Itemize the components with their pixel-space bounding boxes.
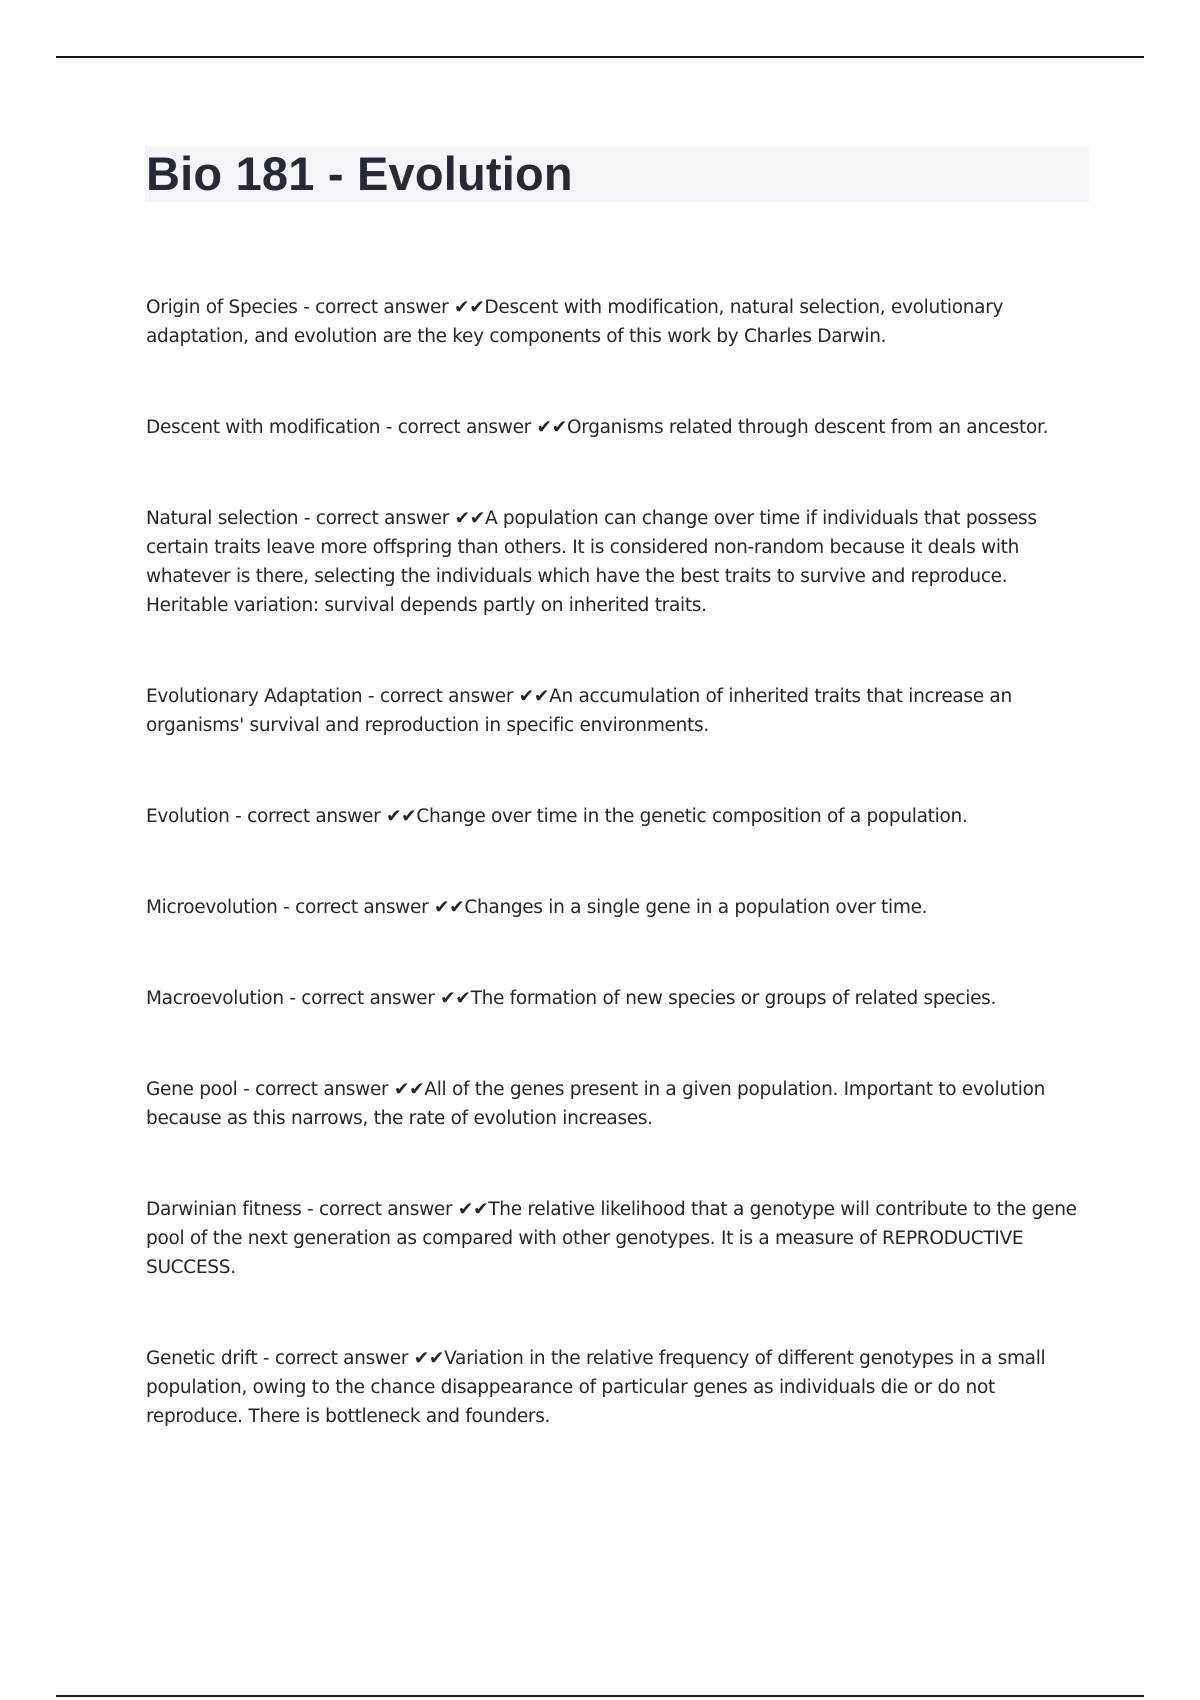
- entry-separator: -: [283, 988, 302, 1009]
- top-divider: [56, 56, 1144, 58]
- entry-separator: -: [298, 508, 316, 529]
- entry-term: Macroevolution: [146, 988, 284, 1009]
- entry-definition: All of the genes present in a given population. Important to evolution because as this narrows, the rate of evolution increases.: [146, 1079, 1046, 1129]
- flashcard-list: [146, 293, 1090, 1431]
- entry-separator: -: [237, 1079, 256, 1100]
- double-check-icon: ✔✔: [408, 1348, 445, 1369]
- entry-separator: -: [380, 417, 398, 438]
- answer-label: correct answer: [315, 297, 449, 318]
- answer-label: correct answer: [247, 806, 381, 827]
- flashcard-entry: [146, 1195, 1090, 1282]
- entry-term: Natural selection: [146, 508, 299, 529]
- entry-definition: An accumulation of inherited traits that increase an organisms' survival and reproduction in specific environments.: [146, 686, 1012, 736]
- double-check-icon: ✔✔: [448, 297, 485, 318]
- flashcard-entry: [146, 893, 1090, 922]
- entry-term: Genetic drift: [146, 1348, 258, 1369]
- entry-separator: -: [362, 686, 380, 707]
- double-check-icon: ✔✔: [452, 1199, 489, 1220]
- double-check-icon: ✔✔: [449, 508, 485, 529]
- entry-separator: -: [229, 806, 248, 827]
- entry-term: Darwinian fitness: [146, 1199, 302, 1220]
- answer-label: correct answer: [319, 1199, 453, 1220]
- double-check-icon: ✔✔: [513, 686, 550, 707]
- entry-term: Microevolution: [146, 897, 278, 918]
- double-check-icon: ✔✔: [388, 1079, 425, 1100]
- entry-term: Gene pool: [146, 1079, 238, 1100]
- double-check-icon: ✔✔: [428, 897, 465, 918]
- entry-term: Evolution: [146, 806, 230, 827]
- answer-label: correct answer: [274, 1348, 409, 1369]
- flashcard-entry: [146, 682, 1090, 740]
- flashcard-entry: [146, 293, 1090, 351]
- entry-separator: -: [257, 1348, 275, 1369]
- entry-definition: A population can change over time if individuals that possess certain traits leave more offspring than others. It is considered non-random because it deals with whatever is there, selecting the individuals which have the best traits to survive and reproduce. Heritable variation: survival depends partly on inherited traits.: [146, 508, 1037, 616]
- entry-definition: Organisms related through descent from an ancestor.: [566, 417, 1049, 438]
- entry-separator: -: [297, 297, 316, 318]
- answer-label: correct answer: [301, 988, 435, 1009]
- flashcard-entry: [146, 504, 1090, 620]
- answer-label: correct answer: [315, 508, 449, 529]
- flashcard-entry: [146, 413, 1090, 442]
- double-check-icon: ✔✔: [530, 417, 567, 438]
- entry-definition: Change over time in the genetic composition of a population.: [416, 806, 968, 827]
- entry-term: Origin of Species: [146, 297, 298, 318]
- entry-definition: The relative likelihood that a genotype will contribute to the gene pool of the next generation as compared with other genotypes. It is a measure of REPRODUCTIVE SUCCESS.: [146, 1199, 1077, 1278]
- answer-label: correct answer: [295, 897, 429, 918]
- entry-definition: Changes in a single gene in a population over time.: [464, 897, 928, 918]
- flashcard-entry: [146, 802, 1090, 831]
- double-check-icon: ✔✔: [434, 988, 471, 1009]
- flashcard-entry: [146, 1075, 1090, 1133]
- flashcard-entry: [146, 1344, 1090, 1431]
- double-check-icon: ✔✔: [380, 806, 417, 827]
- bottom-divider: [56, 1695, 1144, 1697]
- entry-term: Evolutionary Adaptation: [146, 686, 363, 707]
- entry-definition: The formation of new species or groups of related species.: [470, 988, 997, 1009]
- entry-definition: Descent with modification, natural selection, evolutionary adaptation, and evolution are the key components of this work by Charles Darwin.: [146, 297, 1004, 347]
- answer-label: correct answer: [397, 417, 531, 438]
- answer-label: correct answer: [255, 1079, 389, 1100]
- flashcard-entry: [146, 984, 1090, 1013]
- document-title: Bio 181 - Evolution: [146, 147, 573, 200]
- answer-label: correct answer: [379, 686, 514, 707]
- entry-term: Descent with modification: [146, 417, 381, 438]
- entry-definition: Variation in the relative frequency of different genotypes in a small population, owing to the chance disappearance of particular genes as individuals die or do not reproduce. There is bottleneck and founders.: [146, 1348, 1046, 1427]
- entry-separator: -: [277, 897, 296, 918]
- entry-separator: -: [301, 1199, 320, 1220]
